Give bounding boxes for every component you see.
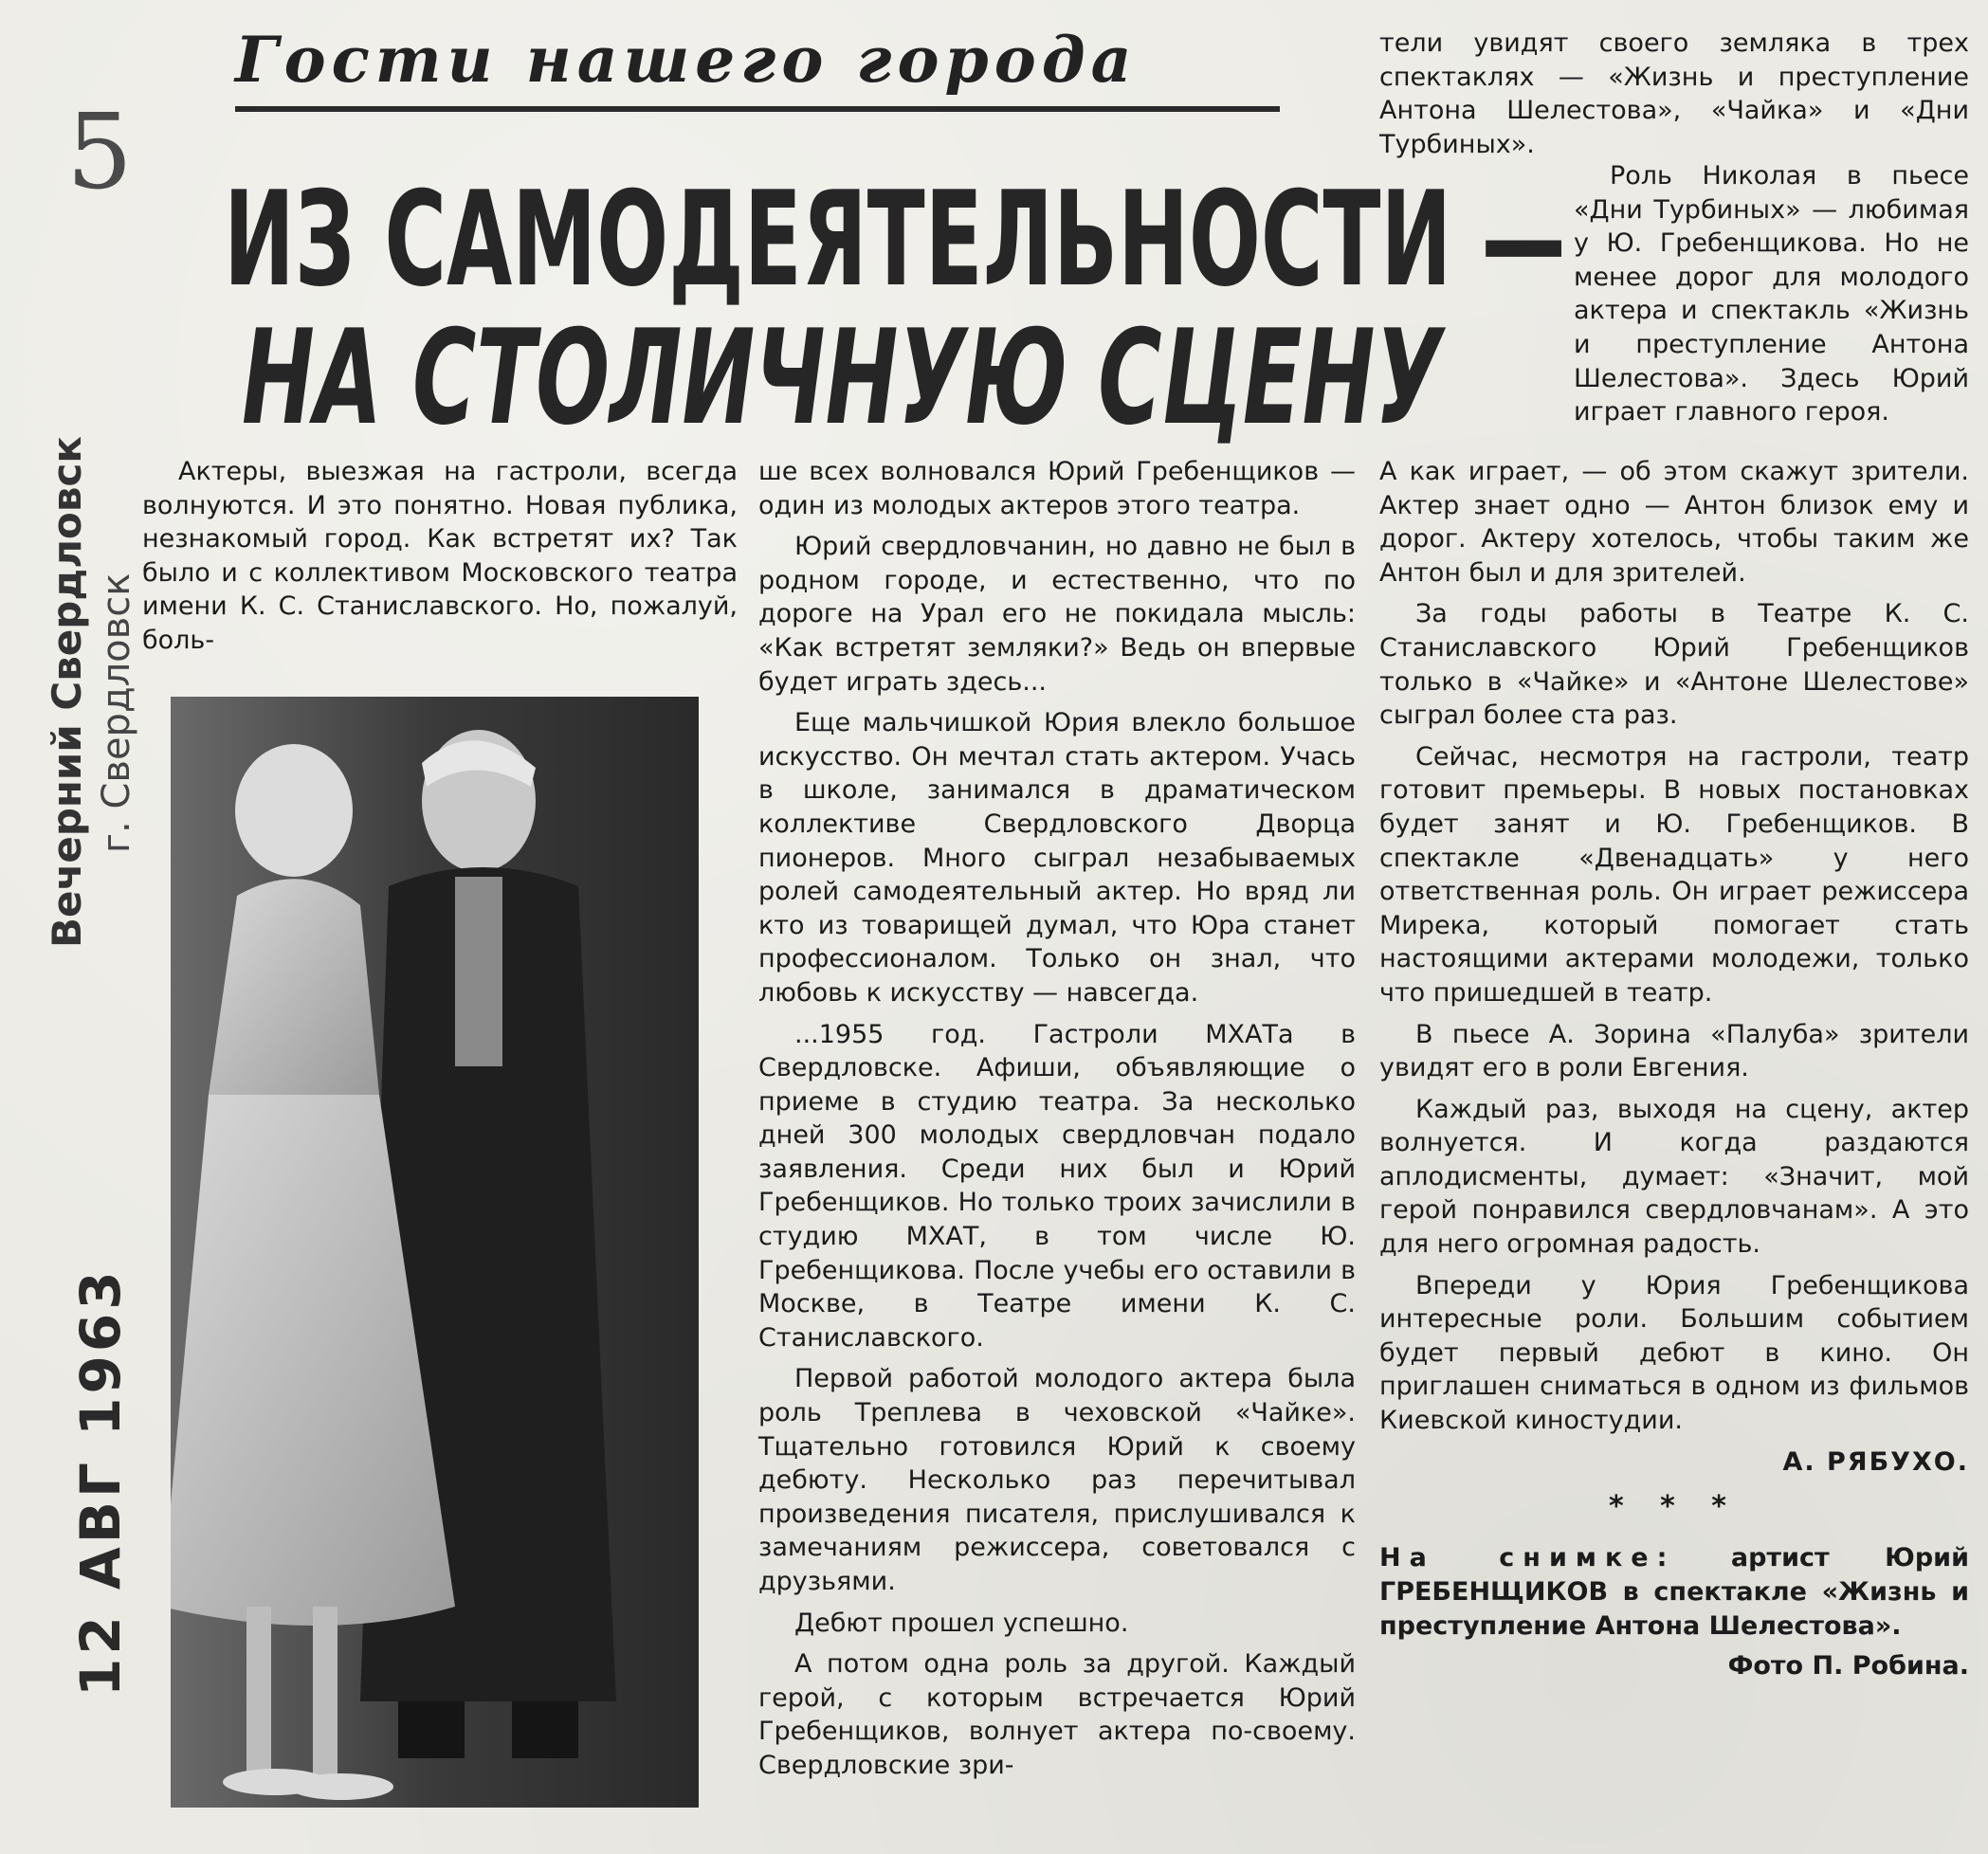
article-column-3-top (1379, 27, 1969, 169)
caption-text: артист Юрий ГРЕБЕНЩИКОВ в спектакле «Жизнь и преступление Антона Шелестова». (1379, 1542, 1969, 1641)
paragraph: Каждый раз, выходя на сцену, актер волнуется. И когда раздаются аплодисменты, думает: «Значит, мой герой понравился свердловчанам». А это для него огромная радость. (1379, 1094, 1969, 1260)
paragraph: ше всех волновался Юрий Гребенщиков — один из молодых актеров этого театра. (758, 457, 1356, 520)
paragraph: А потом одна роль за другой. Каждый герой, с которым встречается Юрий Гребенщиков, волнует актера по-своему. Свердловские зри- (758, 1649, 1356, 1780)
paragraph: тели увидят своего земляка в трех спектаклях — «Жизнь и преступление Антона Шелестова», «Чайка» и «Дни Турбиных». (1379, 28, 1969, 159)
rubric-heading: Гости нашего города (235, 23, 1138, 97)
paragraph: Дебют прошел успешно. (794, 1608, 1129, 1638)
article-column-3-narrow (1574, 159, 1969, 437)
author-signature: А. РЯБУХО. (1782, 1446, 1969, 1477)
paragraph: Юрий свердловчанин, но давно не был в родном городе, и естественно, что по дороге на Урал его не покидала мысль: «Как встретят земляки?» Ведь он впервые будет играть здесь... (758, 532, 1356, 697)
photo-caption (1379, 1541, 1969, 1644)
photo-illustration (171, 697, 699, 1808)
article-column-2 (758, 455, 1356, 1790)
headline-line-1: ИЗ САМОДЕЯТЕЛЬНОСТИ — (224, 163, 1566, 316)
paragraph: ...1955 год. Гастроли МХАТа в Свердловске. Афиши, объявляющие о приеме в студию театра. За несколько дней 300 молодых свердловчан подало заявления. Среди них был и Юрий Гребенщиков. Но только троих зачислили в студию МХАТ, в том числе Ю. Гребенщикова. После учебы его оставили в Москве, в Театре имени К. С. Станиславского. (758, 1019, 1356, 1353)
paper-name-stamp: Вечерний Свердловск (44, 436, 90, 948)
date-stamp: 12 АВГ 1963 (68, 1267, 133, 1697)
stage-photo (171, 697, 699, 1808)
photo-credit: Фото П. Робина. (1727, 1650, 1969, 1681)
section-separator: * * * (1609, 1490, 1740, 1524)
rubric-underline (235, 106, 1280, 112)
article-column-3 (1379, 455, 1969, 1682)
paragraph: А как играет, — об этом скажут зрители. Актер знает одно — Антон близок ему и дорог. Актеру хотелось, чтобы таким же Антон был и для зрителей. (1379, 457, 1969, 588)
caption-lead: На снимке: (1379, 1542, 1676, 1572)
city-stamp: г. Свердловск (95, 573, 138, 853)
paragraph: Первой работой молодого актера была роль Треплева в чеховской «Чайке». Тщательно готовился Юрий к своему дебюту. Несколько раз перечитывал произведения писателя, прислушивался к замечаниям режиссера, советовался с друзьями. (758, 1364, 1356, 1596)
paragraph: Актеры, выезжая на гастроли, всегда волнуются. И это понятно. Новая публика, незнакомый город. Как встретят их? Так было и с коллективом Московского театра имени К. С. Станиславского. Но, пожалуй, боль- (142, 457, 738, 655)
headline-line-2: НА СТОЛИЧНУЮ СЦЕНУ (242, 301, 1443, 454)
paragraph: В пьесе А. Зорина «Палуба» зрители увидят его в роли Евгения. (1379, 1019, 1969, 1083)
paragraph: Впереди у Юрия Гребенщикова интересные роли. Большим событием будет первый дебют в кино. Он приглашен сниматься в одном из фильмов Киевской киностудии. (1379, 1270, 1969, 1436)
handwritten-page-number: 5 (66, 91, 133, 212)
paragraph: Сейчас, несмотря на гастроли, театр готовит премьеры. В новых постановках будет занят и Ю. Гребенщиков. В спектакле «Двенадцать» у него ответственная роль. Он играет режиссера Мирека, который помогает стать настоящими актерами молодежи, только что пришедшей в театр. (1379, 741, 1969, 1008)
paragraph: За годы работы в Театре К. С. Станиславского Юрий Гребенщиков только в «Чайке» и «Антоне Шелестове» сыграл более ста раз. (1379, 599, 1969, 731)
article-column-1 (142, 455, 738, 665)
paragraph: Еще мальчишкой Юрия влекло большое искусство. Он мечтал стать актером. Учась в школе, занимался в драматическом коллективе Свердловского Дворца пионеров. Много сыграл незабываемых ролей самодеятельный актер. Но вряд ли кто из товарищей думал, что Юра станет профессионалом. Только он знал, что любовь к искусству — навсегда. (758, 708, 1356, 1008)
paragraph: Роль Николая в пьесе «Дни Турбиных» — любимая у Ю. Гребенщикова. Но не менее дорог для молодого актера и спектакль «Жизнь и преступление Антона Шелестова». Здесь Юрий играет главного героя. (1574, 161, 1969, 427)
